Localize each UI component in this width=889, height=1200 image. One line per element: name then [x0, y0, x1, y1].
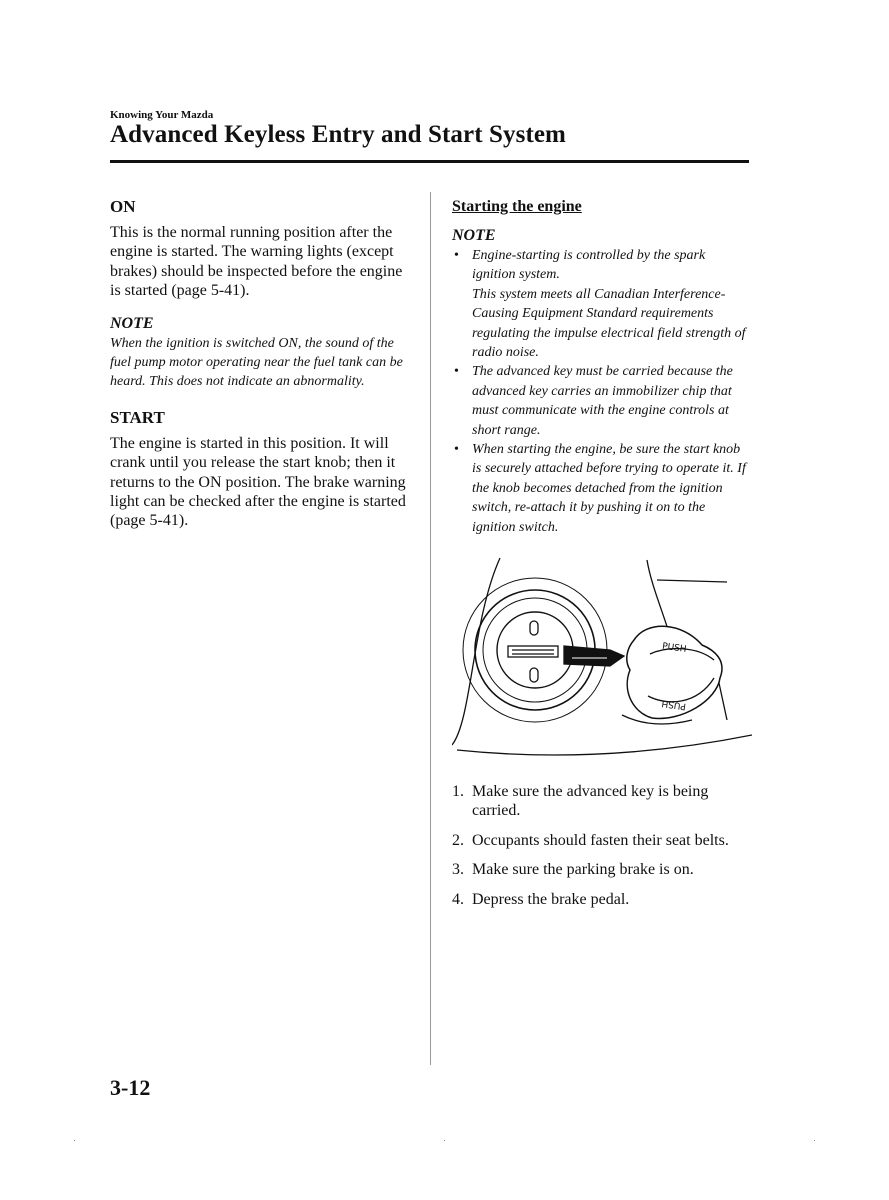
section-kicker: Knowing Your Mazda [110, 109, 214, 121]
step-text: Make sure the advanced key is being carried. [472, 783, 709, 820]
note-bullet-list [452, 246, 752, 537]
step-number: 3. [452, 861, 464, 879]
starting-engine-heading: Starting the engine [452, 198, 582, 215]
on-heading: ON [110, 197, 136, 216]
scan-speck [74, 1140, 75, 1141]
page-number: 3-12 [110, 1075, 151, 1100]
bullet-text: This system meets all Canadian Interference-Causing Equipment Standard requirements regulating the impulse electrical field strength of radio noise. [472, 286, 746, 361]
step-item [452, 831, 752, 850]
step-item [452, 782, 752, 821]
bullet-icon: • [454, 442, 459, 458]
right-column [452, 197, 752, 537]
page-title: Advanced Keyless Entry and Start System [110, 121, 566, 148]
starting-steps-list [452, 782, 752, 909]
note-bullet-item [452, 362, 752, 440]
note-body: When the ignition is switched ON, the sound of the fuel pump motor operating near the fuel tank can be heard. This does not indicate an abnormality. [110, 335, 403, 390]
column-divider [430, 192, 431, 1065]
push-label-top: PUSH [661, 641, 688, 655]
scan-speck [814, 1140, 815, 1141]
start-body: The engine is started in this position. It will crank until you release the start knob; then it returns to the ON position. The brake warning light can be checked after the engine is started (page 5-41). [110, 434, 406, 530]
ignition-switch-illustration [452, 550, 752, 760]
note-bullet-item [452, 246, 752, 362]
bullet-text: Engine-starting is controlled by the spark ignition system. [472, 248, 706, 283]
step-text: Depress the brake pedal. [472, 890, 630, 908]
left-column [110, 197, 410, 531]
step-item [452, 860, 752, 879]
step-text: Occupants should fasten their seat belts. [472, 831, 729, 849]
push-label-bottom: PUSH [661, 697, 687, 711]
start-heading: START [110, 407, 165, 427]
steps-column [452, 782, 752, 919]
step-number: 2. [452, 831, 464, 849]
step-number: 4. [452, 890, 464, 908]
scan-speck [444, 1140, 445, 1141]
note-bullet-item [452, 440, 752, 537]
bullet-icon: • [454, 248, 459, 263]
note-heading: NOTE [110, 314, 154, 332]
step-item [452, 890, 752, 909]
on-body: This is the normal running position after the engine is started. The warning lights (except brakes) should be inspected before the engine is started (page 5-41). [110, 224, 403, 300]
note-heading-right: NOTE [452, 227, 496, 244]
step-number: 1. [452, 783, 464, 800]
bullet-icon: • [454, 364, 459, 380]
title-rule [110, 160, 749, 163]
ignition-switch-icon [452, 550, 752, 760]
bullet-text: The advanced key must be carried because the advanced key carries an immobilizer chip that must communicate with the engine controls at short range. [472, 364, 733, 438]
bullet-text: When starting the engine, be sure the start knob is securely attached before trying to operate it. If the knob becomes detached from the ignition switch, re-attach it by pushing it on to the ignition switch. [472, 442, 746, 535]
step-text: Make sure the parking brake is on. [472, 861, 694, 879]
